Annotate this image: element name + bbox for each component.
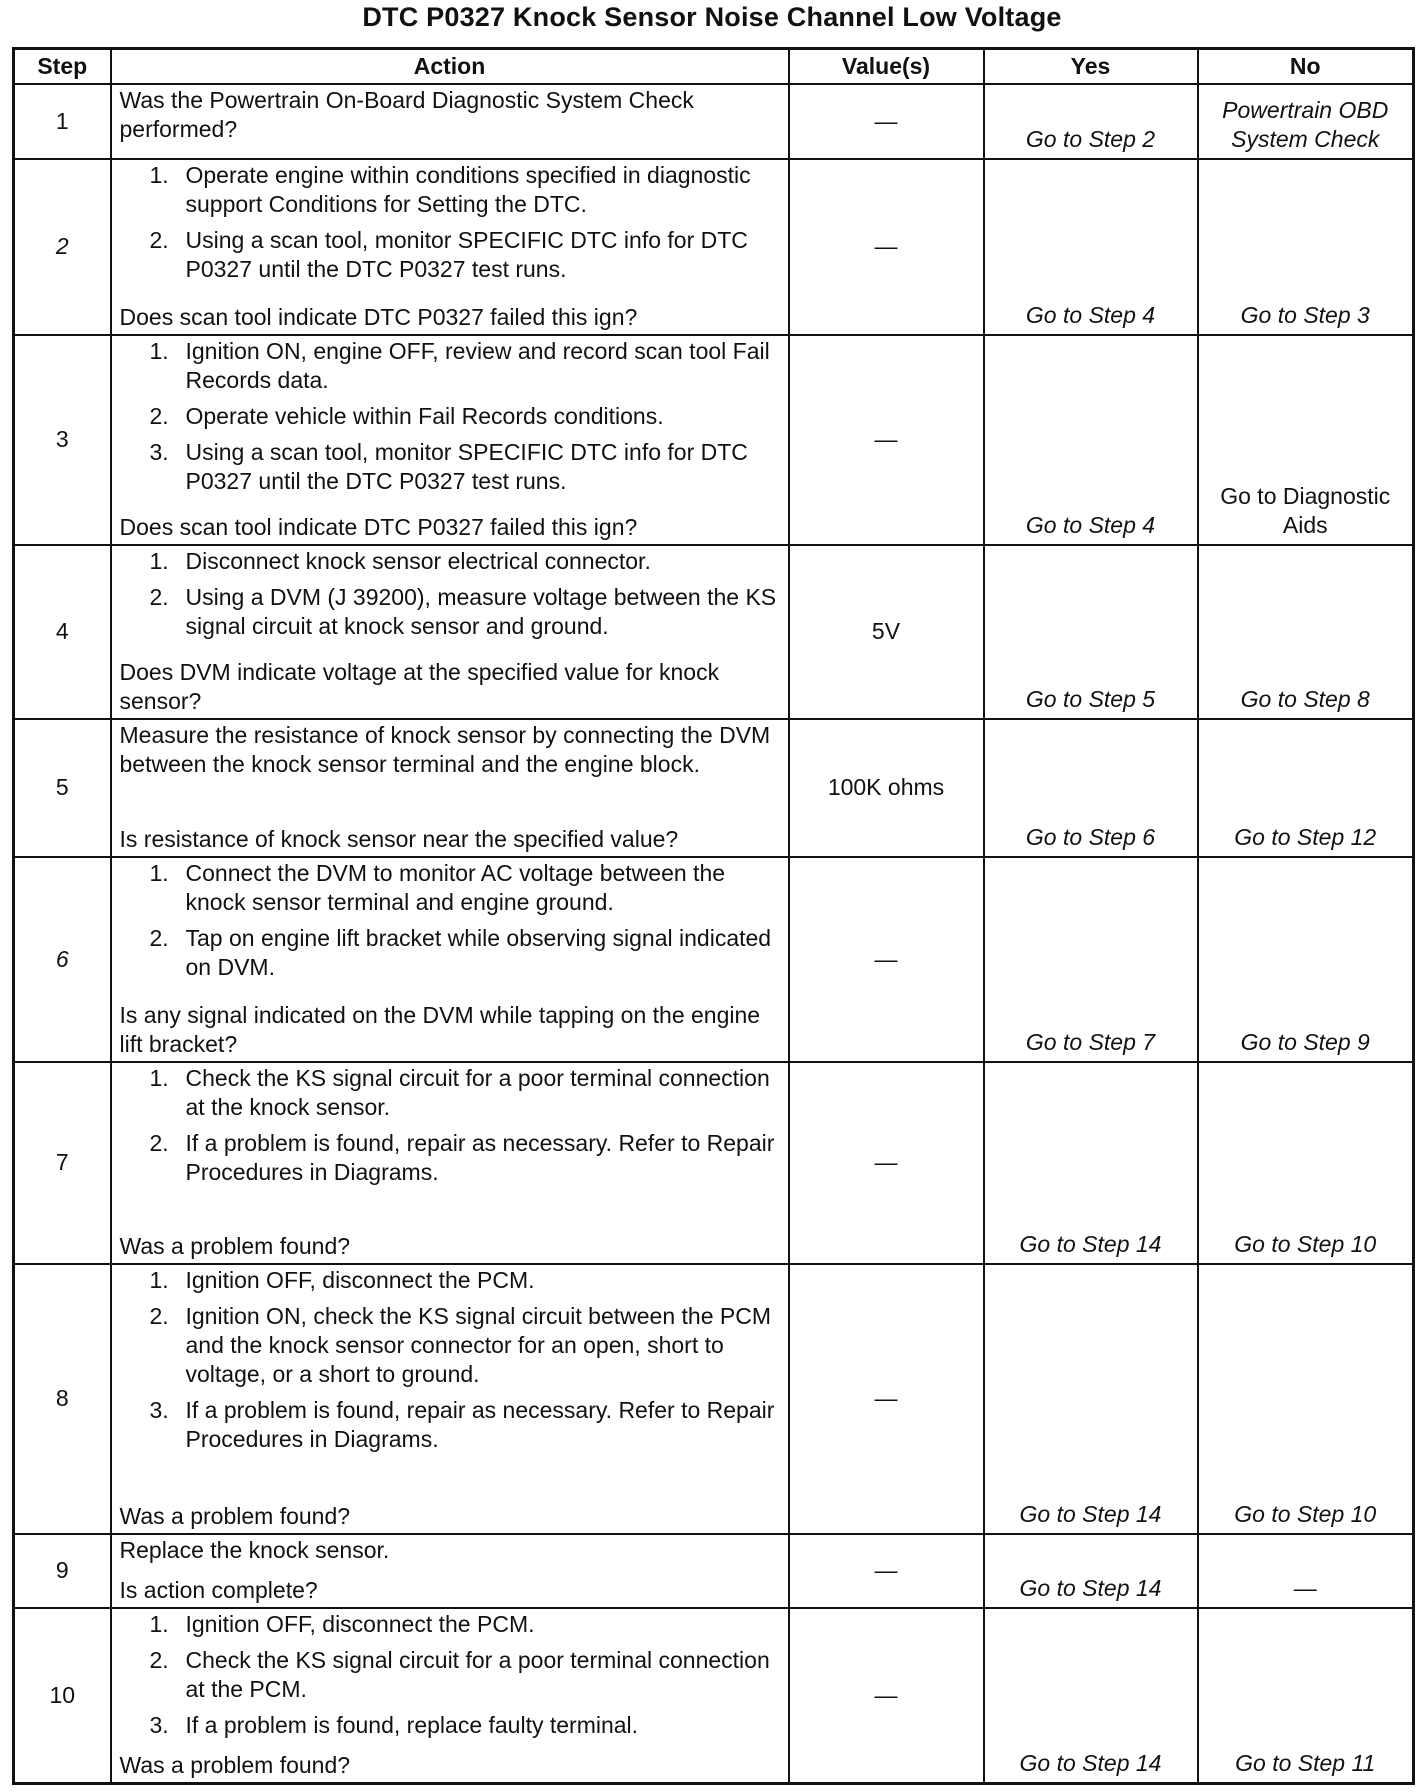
no-cell: Go to Step 3 — [1198, 159, 1414, 335]
yes-cell: Go to Step 4 — [984, 159, 1198, 335]
action-cell — [111, 84, 789, 159]
substep-text: Ignition ON, check the KS signal circuit between the PCM and the knock sensor connector for an open, short to voltage, or a short to ground. — [185, 1302, 772, 1387]
substep-number: 2. — [149, 402, 169, 429]
substep-text: Ignition OFF, disconnect the PCM. — [185, 1610, 535, 1637]
substep-number: 3. — [149, 1396, 169, 1423]
substep-text: If a problem is found, replace faulty terminal. — [185, 1711, 639, 1738]
substep — [120, 859, 782, 917]
substep-number: 1. — [149, 1610, 169, 1637]
no-cell: Go to Step 10 — [1198, 1062, 1414, 1264]
value-cell: — — [789, 335, 984, 545]
header-yes: Yes — [984, 49, 1198, 85]
step-number: 4 — [14, 545, 111, 719]
header-action: Action — [111, 49, 789, 85]
action-cell — [111, 1608, 789, 1784]
step-number: 2 — [14, 159, 111, 335]
table-row — [14, 1608, 1414, 1784]
value-cell: — — [789, 1534, 984, 1608]
no-cell: Go to Step 8 — [1198, 545, 1414, 719]
no-cell: Go to Step 9 — [1198, 857, 1414, 1062]
substep-text: If a problem is found, repair as necessary. Refer to Repair Procedures in Diagrams. — [185, 1129, 775, 1185]
step-number: 9 — [14, 1534, 111, 1608]
substep — [120, 583, 782, 641]
yes-cell: Go to Step 2 — [984, 84, 1198, 159]
substep — [120, 438, 782, 496]
yes-cell: Go to Step 14 — [984, 1608, 1198, 1784]
value-cell: — — [789, 84, 984, 159]
step-number: 6 — [14, 857, 111, 1062]
substep-number: 2. — [149, 924, 169, 951]
yes-cell: Go to Step 14 — [984, 1264, 1198, 1534]
table-header-row — [14, 49, 1414, 85]
substep-number: 3. — [149, 1711, 169, 1738]
action-cell — [111, 1534, 789, 1608]
action-question: Does scan tool indicate DTC P0327 failed this ign? — [119, 303, 638, 330]
value-cell: — — [789, 159, 984, 335]
yes-cell: Go to Step 14 — [984, 1534, 1198, 1608]
substep-number: 1. — [149, 1064, 169, 1091]
substep-text: Tap on engine lift bracket while observing signal indicated on DVM. — [185, 924, 772, 980]
action-question: Does DVM indicate voltage at the specified value for knock sensor? — [119, 658, 720, 714]
substep — [120, 1711, 782, 1740]
yes-cell: Go to Step 6 — [984, 719, 1198, 857]
table-row — [14, 159, 1414, 335]
table-row — [14, 84, 1414, 159]
substep — [120, 547, 782, 576]
header-values: Value(s) — [789, 49, 984, 85]
action-question: Is action complete? — [119, 1576, 318, 1603]
substep-number: 1. — [149, 547, 169, 574]
no-cell: — — [1198, 1534, 1414, 1608]
action-question: Was a problem found? — [119, 1232, 351, 1259]
yes-cell: Go to Step 7 — [984, 857, 1198, 1062]
substep-text: Connect the DVM to monitor AC voltage between the knock sensor terminal and engine ground. — [185, 859, 726, 915]
substep — [120, 1129, 782, 1187]
value-cell: — — [789, 857, 984, 1062]
yes-cell: Go to Step 4 — [984, 335, 1198, 545]
value-cell: — — [789, 1608, 984, 1784]
substep-number: 1. — [149, 1266, 169, 1293]
substep — [120, 1064, 782, 1122]
substep — [120, 1646, 782, 1704]
substep-text: Ignition OFF, disconnect the PCM. — [185, 1266, 535, 1293]
value-cell: — — [789, 1062, 984, 1264]
step-number: 5 — [14, 719, 111, 857]
substep — [120, 1302, 782, 1389]
substep-text: Check the KS signal circuit for a poor terminal connection at the knock sensor. — [185, 1064, 770, 1120]
step-number: 7 — [14, 1062, 111, 1264]
table-row — [14, 335, 1414, 545]
substep-text: Using a scan tool, monitor SPECIFIC DTC info for DTC P0327 until the DTC P0327 test runs. — [185, 226, 748, 282]
action-cell — [111, 857, 789, 1062]
step-number: 10 — [14, 1608, 111, 1784]
action-cell — [111, 1062, 789, 1264]
substep — [120, 402, 782, 431]
header-step: Step — [14, 49, 111, 85]
substep-number: 2. — [149, 1302, 169, 1329]
no-cell: Powertrain OBD System Check — [1198, 84, 1414, 159]
no-cell: Go to Diagnostic Aids — [1198, 335, 1414, 545]
substep-number: 1. — [149, 859, 169, 886]
table-row — [14, 857, 1414, 1062]
header-no: No — [1198, 49, 1414, 85]
step-number: 8 — [14, 1264, 111, 1534]
substep — [120, 924, 782, 982]
step-number: 1 — [14, 84, 111, 159]
yes-cell: Go to Step 14 — [984, 1062, 1198, 1264]
substep-text: Ignition ON, engine OFF, review and record scan tool Fail Records data. — [185, 337, 770, 393]
action-question: Is any signal indicated on the DVM while tapping on the engine lift bracket? — [119, 1001, 761, 1057]
action-question: Was a problem found? — [119, 1502, 351, 1529]
page-title: DTC P0327 Knock Sensor Noise Channel Low Voltage — [362, 2, 1062, 32]
substep-text: Using a scan tool, monitor SPECIFIC DTC info for DTC P0327 until the DTC P0327 test runs. — [185, 438, 748, 494]
substep — [120, 1396, 782, 1454]
substep-text: Check the KS signal circuit for a poor terminal connection at the PCM. — [185, 1646, 770, 1702]
action-question: Was a problem found? — [119, 1752, 351, 1778]
substep-number: 2. — [149, 1129, 169, 1156]
action-text: Measure the resistance of knock sensor by connecting the DVM between the knock sensor terminal and the engine block. — [119, 721, 771, 777]
action-cell — [111, 545, 789, 719]
action-question: Is resistance of knock sensor near the specified value? — [119, 825, 679, 852]
action-cell — [111, 159, 789, 335]
table-row — [14, 1264, 1414, 1534]
substep-number: 2. — [149, 1646, 169, 1673]
yes-cell: Go to Step 5 — [984, 545, 1198, 719]
substep-number: 2. — [149, 583, 169, 610]
no-cell: Go to Step 12 — [1198, 719, 1414, 857]
value-cell: — — [789, 1264, 984, 1534]
substep-text: Disconnect knock sensor electrical connector. — [185, 547, 651, 574]
substep-text: Operate vehicle within Fail Records conditions. — [185, 402, 664, 429]
substep-number: 1. — [149, 337, 169, 364]
substep-text: If a problem is found, repair as necessary. Refer to Repair Procedures in Diagrams. — [185, 1396, 775, 1452]
action-cell — [111, 1264, 789, 1534]
action-text: Replace the knock sensor. — [119, 1536, 390, 1563]
value-cell: 100K ohms — [789, 719, 984, 857]
table-row — [14, 1062, 1414, 1264]
table-row — [14, 545, 1414, 719]
substep-text: Using a DVM (J 39200), measure voltage between the KS signal circuit at knock sensor and ground. — [185, 583, 777, 639]
table-row — [14, 1534, 1414, 1608]
action-question: Does scan tool indicate DTC P0327 failed this ign? — [119, 513, 638, 540]
value-cell: 5V — [789, 545, 984, 719]
table-row — [14, 719, 1414, 857]
substep — [120, 1610, 782, 1639]
substep — [120, 161, 782, 219]
no-cell: Go to Step 10 — [1198, 1264, 1414, 1534]
diagnostic-table — [12, 47, 1415, 1785]
substep-text: Operate engine within conditions specified in diagnostic support Conditions for Setting the DTC. — [185, 161, 751, 217]
step-number: 3 — [14, 335, 111, 545]
substep-number: 2. — [149, 226, 169, 253]
substep-number: 1. — [149, 161, 169, 188]
substep — [120, 337, 782, 395]
action-cell — [111, 719, 789, 857]
substep-number: 3. — [149, 438, 169, 465]
action-cell — [111, 335, 789, 545]
action-text: Was the Powertrain On-Board Diagnostic System Check performed? — [119, 87, 694, 142]
no-cell: Go to Step 11 — [1198, 1608, 1414, 1784]
substep — [120, 1266, 782, 1295]
substep — [120, 226, 782, 284]
